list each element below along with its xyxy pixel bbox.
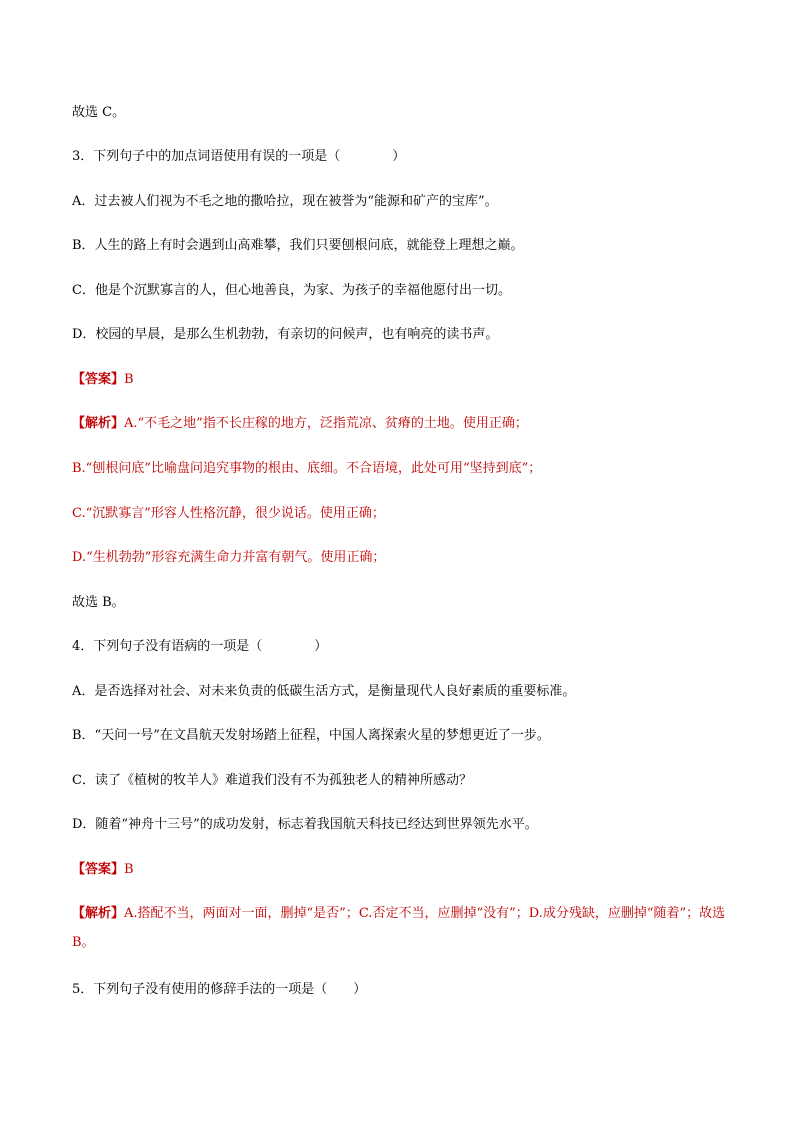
answer-label: 【答案】 <box>72 372 125 387</box>
question-3-stem: 3．下列句子中的加点词语使用有误的一项是（ ） <box>72 149 406 164</box>
analysis-label: 【解析】 <box>72 416 125 431</box>
question-3-analysis-d: D.“生机勃勃”形容充满生命力并富有朝气。使用正确； <box>72 550 386 565</box>
answer-value: B <box>124 372 134 387</box>
question-3-option-b: B．人生的路上有时会遇到山高难攀，我们只要刨根问底，就能登上理想之巅。 <box>72 238 524 253</box>
question-3-answer <box>72 371 732 389</box>
analysis-text: A.搭配不当，两面对一面，删掉“是否”；C.否定不当，应删掉“没有”；D.成分残缺，应删掉“随着”；故选 B。 <box>72 906 726 950</box>
answer-label: 【答案】 <box>72 862 125 877</box>
analysis-text: A.“不毛之地”指不长庄稼的地方，泛指荒凉、贫瘠的土地。使用正确； <box>124 416 528 431</box>
answer-value: B <box>124 862 134 877</box>
question-3-conclusion: 故选 B。 <box>72 595 125 610</box>
analysis-label: 【解析】 <box>72 906 125 921</box>
question-4-option-a: A．是否选择对社会、对未来负责的低碳生活方式，是衡量现代人良好素质的重要标准。 <box>72 684 576 699</box>
question-4-answer <box>72 861 732 879</box>
question-3-option-a: A．过去被人们视为不毛之地的撒哈拉，现在被誉为“能源和矿产的宝库”。 <box>72 194 498 209</box>
question-4-option-b: B．“天问一号”在文昌航天发射场踏上征程，中国人离探索火星的梦想更近了一步。 <box>72 728 550 743</box>
question-5-stem: 5．下列句子没有使用的修辞手法的一项是（ ） <box>72 982 367 997</box>
previous-conclusion: 故选 C。 <box>72 105 126 120</box>
question-3-analysis-b: B.“刨根问底”比喻盘问追究事物的根由、底细。不合语境，此处可用“坚持到底”； <box>72 461 542 476</box>
question-3-option-c: C．他是个沉默寡言的人，但心地善良，为家、为孩子的幸福他愿付出一切。 <box>72 283 511 298</box>
question-4-stem: 4．下列句子没有语病的一项是（ ） <box>72 639 328 654</box>
question-4-analysis <box>72 899 732 957</box>
question-3-analysis-c: C.“沉默寡言”形容人性格沉静，很少说话。使用正确； <box>72 506 385 521</box>
question-4-option-c: C．读了《植树的牧羊人》难道我们没有不为孤独老人的精神所感动？ <box>72 773 472 788</box>
question-3-option-d: D．校园的早晨，是那么生机勃勃，有亲切的问候声，也有响亮的读书声。 <box>72 327 499 342</box>
question-4-option-d: D．随着“神舟十三号”的成功发射，标志着我国航天科技已经达到世界领先水平。 <box>72 817 538 832</box>
question-3-analysis-a <box>72 415 732 433</box>
